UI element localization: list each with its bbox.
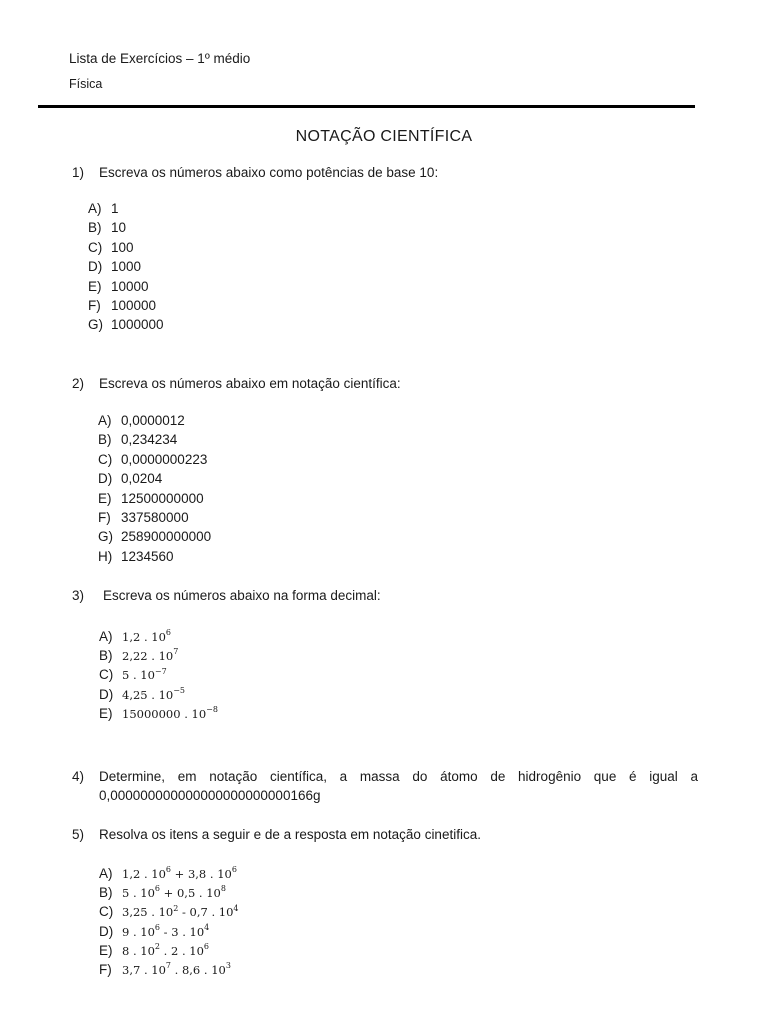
list-item: [88, 257, 164, 276]
question-5-items: [99, 861, 239, 977]
question-2: [72, 374, 698, 393]
list-item: [99, 938, 239, 957]
item-value: 0,234234: [121, 432, 178, 448]
question-4: [72, 767, 698, 805]
item-label: E): [88, 278, 102, 294]
item-value: 258900000000: [121, 529, 212, 545]
question-number: 4): [72, 769, 85, 784]
list-item: [99, 663, 218, 682]
item-label: C): [99, 667, 114, 683]
list-item: [99, 624, 218, 643]
item-label: A): [99, 865, 113, 881]
list-item: [99, 880, 239, 899]
item-label: E): [99, 706, 113, 722]
item-label: B): [98, 432, 112, 448]
list-item: [98, 411, 211, 430]
item-label: G): [88, 317, 103, 333]
item-label: E): [98, 490, 112, 506]
question-5: [72, 825, 698, 844]
item-value: 0,0000012: [121, 413, 185, 428]
math-expression: 1,2 . $10^6$: [122, 628, 171, 644]
math-expression: 8 . $10^2$ . 2 . $10^6$: [122, 942, 209, 959]
question-text-continued: 0,000000000000000000000000166g: [99, 788, 321, 803]
item-value: 100000: [111, 297, 157, 313]
item-value: 10000: [111, 278, 149, 294]
list-item: [98, 430, 211, 449]
math-expression: 3,7 . $10^7$ . 8,6 . $10^3$: [122, 961, 231, 978]
item-value: 1000: [111, 259, 142, 275]
question-text: Escreva os números abaixo na forma decimal:: [103, 588, 381, 603]
item-label: D): [99, 923, 114, 939]
list-item: [99, 861, 239, 880]
math-expression: 1,2 . $10^6 + 3,8$ . $10^6$: [122, 865, 237, 881]
question-number: 1): [72, 165, 85, 180]
math-expression: 4,25 . $10^{-5}$: [122, 685, 186, 702]
list-item: [88, 296, 164, 315]
list-item: [99, 900, 239, 919]
item-value: 10: [111, 220, 127, 236]
math-expression: 5 . $10^{-7}$: [122, 666, 167, 683]
item-label: H): [98, 548, 113, 564]
list-item: [88, 277, 164, 296]
list-item: [99, 701, 218, 720]
item-value: 0,0204: [121, 471, 163, 487]
page-title: NOTAÇÃO CIENTÍFICA: [295, 128, 473, 145]
question-text: Determine, em notação científica, a massa do átomo de hidrogênio que é igual a: [99, 769, 698, 784]
item-label: C): [98, 451, 113, 467]
item-value: 1: [111, 201, 119, 216]
list-item: [88, 218, 164, 237]
math-expression: 5 . $10^6 + 0,5$ . $10^8$: [122, 884, 226, 901]
item-value: 0,0000000223: [121, 451, 208, 467]
list-item: [98, 450, 211, 469]
item-label: C): [88, 239, 103, 255]
item-label: F): [99, 962, 112, 978]
list-item: [98, 489, 211, 508]
question-1-items: [88, 199, 164, 335]
question-1: [72, 163, 698, 182]
item-value: 1234560: [121, 548, 174, 564]
list-item: [98, 508, 211, 527]
header-subject: Física: [69, 77, 103, 91]
item-value: 100: [111, 239, 134, 255]
item-label: F): [88, 297, 101, 313]
item-label: A): [99, 628, 113, 644]
item-label: E): [99, 943, 113, 959]
question-text: Resolva os itens a seguir e de a resposta em notação cinetifica.: [99, 827, 481, 842]
list-item: [99, 919, 239, 938]
question-number: 3): [72, 588, 85, 603]
question-number: 5): [72, 827, 85, 842]
item-label: G): [98, 529, 113, 545]
question-3: [72, 586, 698, 605]
list-item: [88, 238, 164, 257]
item-label: B): [99, 885, 113, 901]
math-expression: 3,25 . $10^2 - 0,7$ . $10^4$: [122, 903, 239, 920]
question-3-items: [99, 624, 218, 720]
list-item: [99, 682, 218, 701]
item-label: D): [99, 686, 114, 702]
header-course: Lista de Exercícios – 1º médio: [69, 51, 251, 66]
list-item: [99, 957, 239, 976]
math-expression: 9 . $10^6 - 3$ . $10^4$: [122, 922, 210, 939]
item-label: C): [99, 904, 114, 920]
item-label: F): [98, 509, 111, 525]
question-text: Escreva os números abaixo em notação científica:: [99, 376, 401, 391]
question-text: Escreva os números abaixo como potências de base 10:: [99, 165, 439, 180]
item-value: 337580000: [121, 509, 189, 525]
list-item: [98, 547, 211, 566]
item-label: B): [88, 220, 102, 236]
question-number: 2): [72, 376, 85, 391]
list-item: [88, 199, 164, 218]
math-expression: 2,22 . $10^7$: [122, 647, 179, 664]
math-expression: 15000000 . $10^{-8}$: [122, 705, 218, 722]
list-item: [88, 315, 164, 334]
item-value: 12500000000: [121, 490, 204, 506]
item-label: D): [98, 471, 113, 487]
item-label: A): [88, 201, 102, 216]
list-item: [99, 643, 218, 662]
item-label: A): [98, 413, 112, 428]
list-item: [98, 469, 211, 488]
item-value: 1000000: [111, 317, 164, 333]
header-divider: [38, 105, 695, 108]
item-label: B): [99, 648, 113, 664]
list-item: [98, 527, 211, 546]
question-2-items: [98, 411, 211, 566]
item-label: D): [88, 259, 103, 275]
